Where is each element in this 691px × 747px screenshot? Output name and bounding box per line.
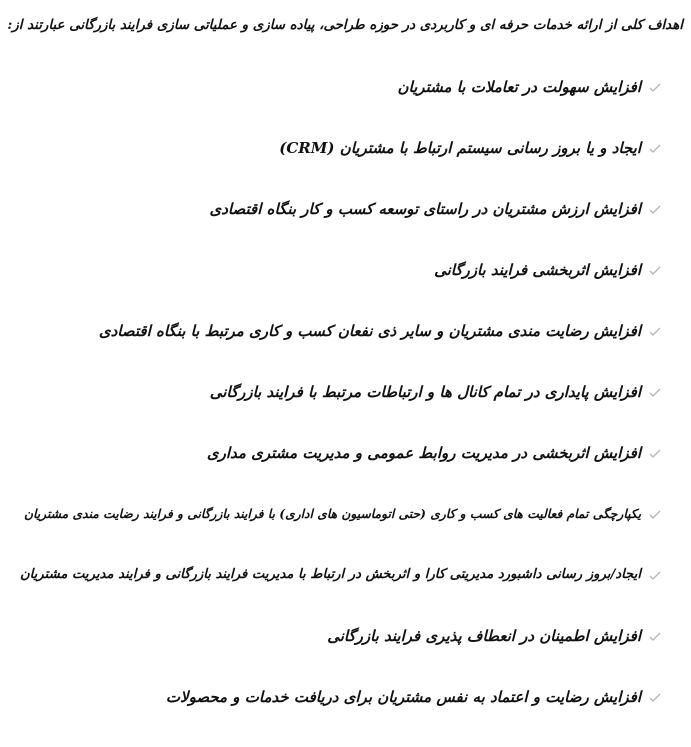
list-item-text: افزایش رضایت مندی مشتریان و سایر ذی نفعان کسب و کاری مرتبط با بنگاه اقتصادی <box>98 322 641 340</box>
checkmark-tick-icon <box>649 508 661 520</box>
list-item-text: افزایش ارزش مشتریان در راستای توسعه کسب و کار بنگاه اقتصادی <box>209 200 641 218</box>
list-item <box>0 137 691 198</box>
list-item-text: افزایش اثربخشی در مدیریت روابط عمومی و مدیریت مشتری مداری <box>206 444 641 462</box>
list-item-text: افزایش سهولت در تعاملات با مشتریان <box>397 78 641 96</box>
list-item <box>0 320 691 381</box>
list-item <box>0 503 691 564</box>
list-item-text: ایجاد/بروز رسانی داشبورد مدیریتی کارا و اثربخش در ارتباط با مدیریت فرایند بازرگانی و فرایند مدیریت مشتریان <box>19 567 641 582</box>
checkmark-tick-icon <box>649 81 661 93</box>
list-item <box>0 442 691 503</box>
checkmark-tick-icon <box>649 264 661 276</box>
goals-list <box>0 76 691 747</box>
list-item <box>0 625 691 686</box>
list-item <box>0 259 691 320</box>
document-heading: اهداف کلی از ارائه خدمات حرفه ای و کاربردی در حوزه طراحی، پیاده سازی و عملیاتی سازی فرایند بازرگانی عبارتند از: <box>7 17 683 33</box>
list-item-text: افزایش اطمینان در انعطاف پذیری فرایند بازرگانی <box>327 627 641 645</box>
list-item-text: ایجاد و یا بروز رسانی سیستم ارتباط با مشتریان (CRM) <box>279 139 641 157</box>
list-item-text: افزایش اثربخشی فرایند بازرگانی <box>434 261 641 279</box>
list-item <box>0 76 691 137</box>
list-item-text: یکپارچگی تمام فعالیت های کسب و کاری (حتی اتوماسیون های اداری) با فرایند بازرگانی و فرایند رضایت مندی مشتریان <box>23 506 641 521</box>
list-item-text: افزایش رضایت و اعتماد به نفس مشتریان برای دریافت خدمات و محصولات <box>165 688 641 706</box>
checkmark-tick-icon <box>649 569 661 581</box>
list-item <box>0 686 691 747</box>
checkmark-tick-icon <box>649 325 661 337</box>
list-item <box>0 381 691 442</box>
list-item <box>0 564 691 625</box>
list-item-text: افزایش پایداری در تمام کانال ها و ارتباطات مرتبط با فرایند بازرگانی <box>209 383 641 401</box>
checkmark-tick-icon <box>649 447 661 459</box>
checkmark-tick-icon <box>649 691 661 703</box>
list-item <box>0 198 691 259</box>
checkmark-tick-icon <box>649 142 661 154</box>
checkmark-tick-icon <box>649 203 661 215</box>
checkmark-tick-icon <box>649 386 661 398</box>
checkmark-tick-icon <box>649 630 661 642</box>
